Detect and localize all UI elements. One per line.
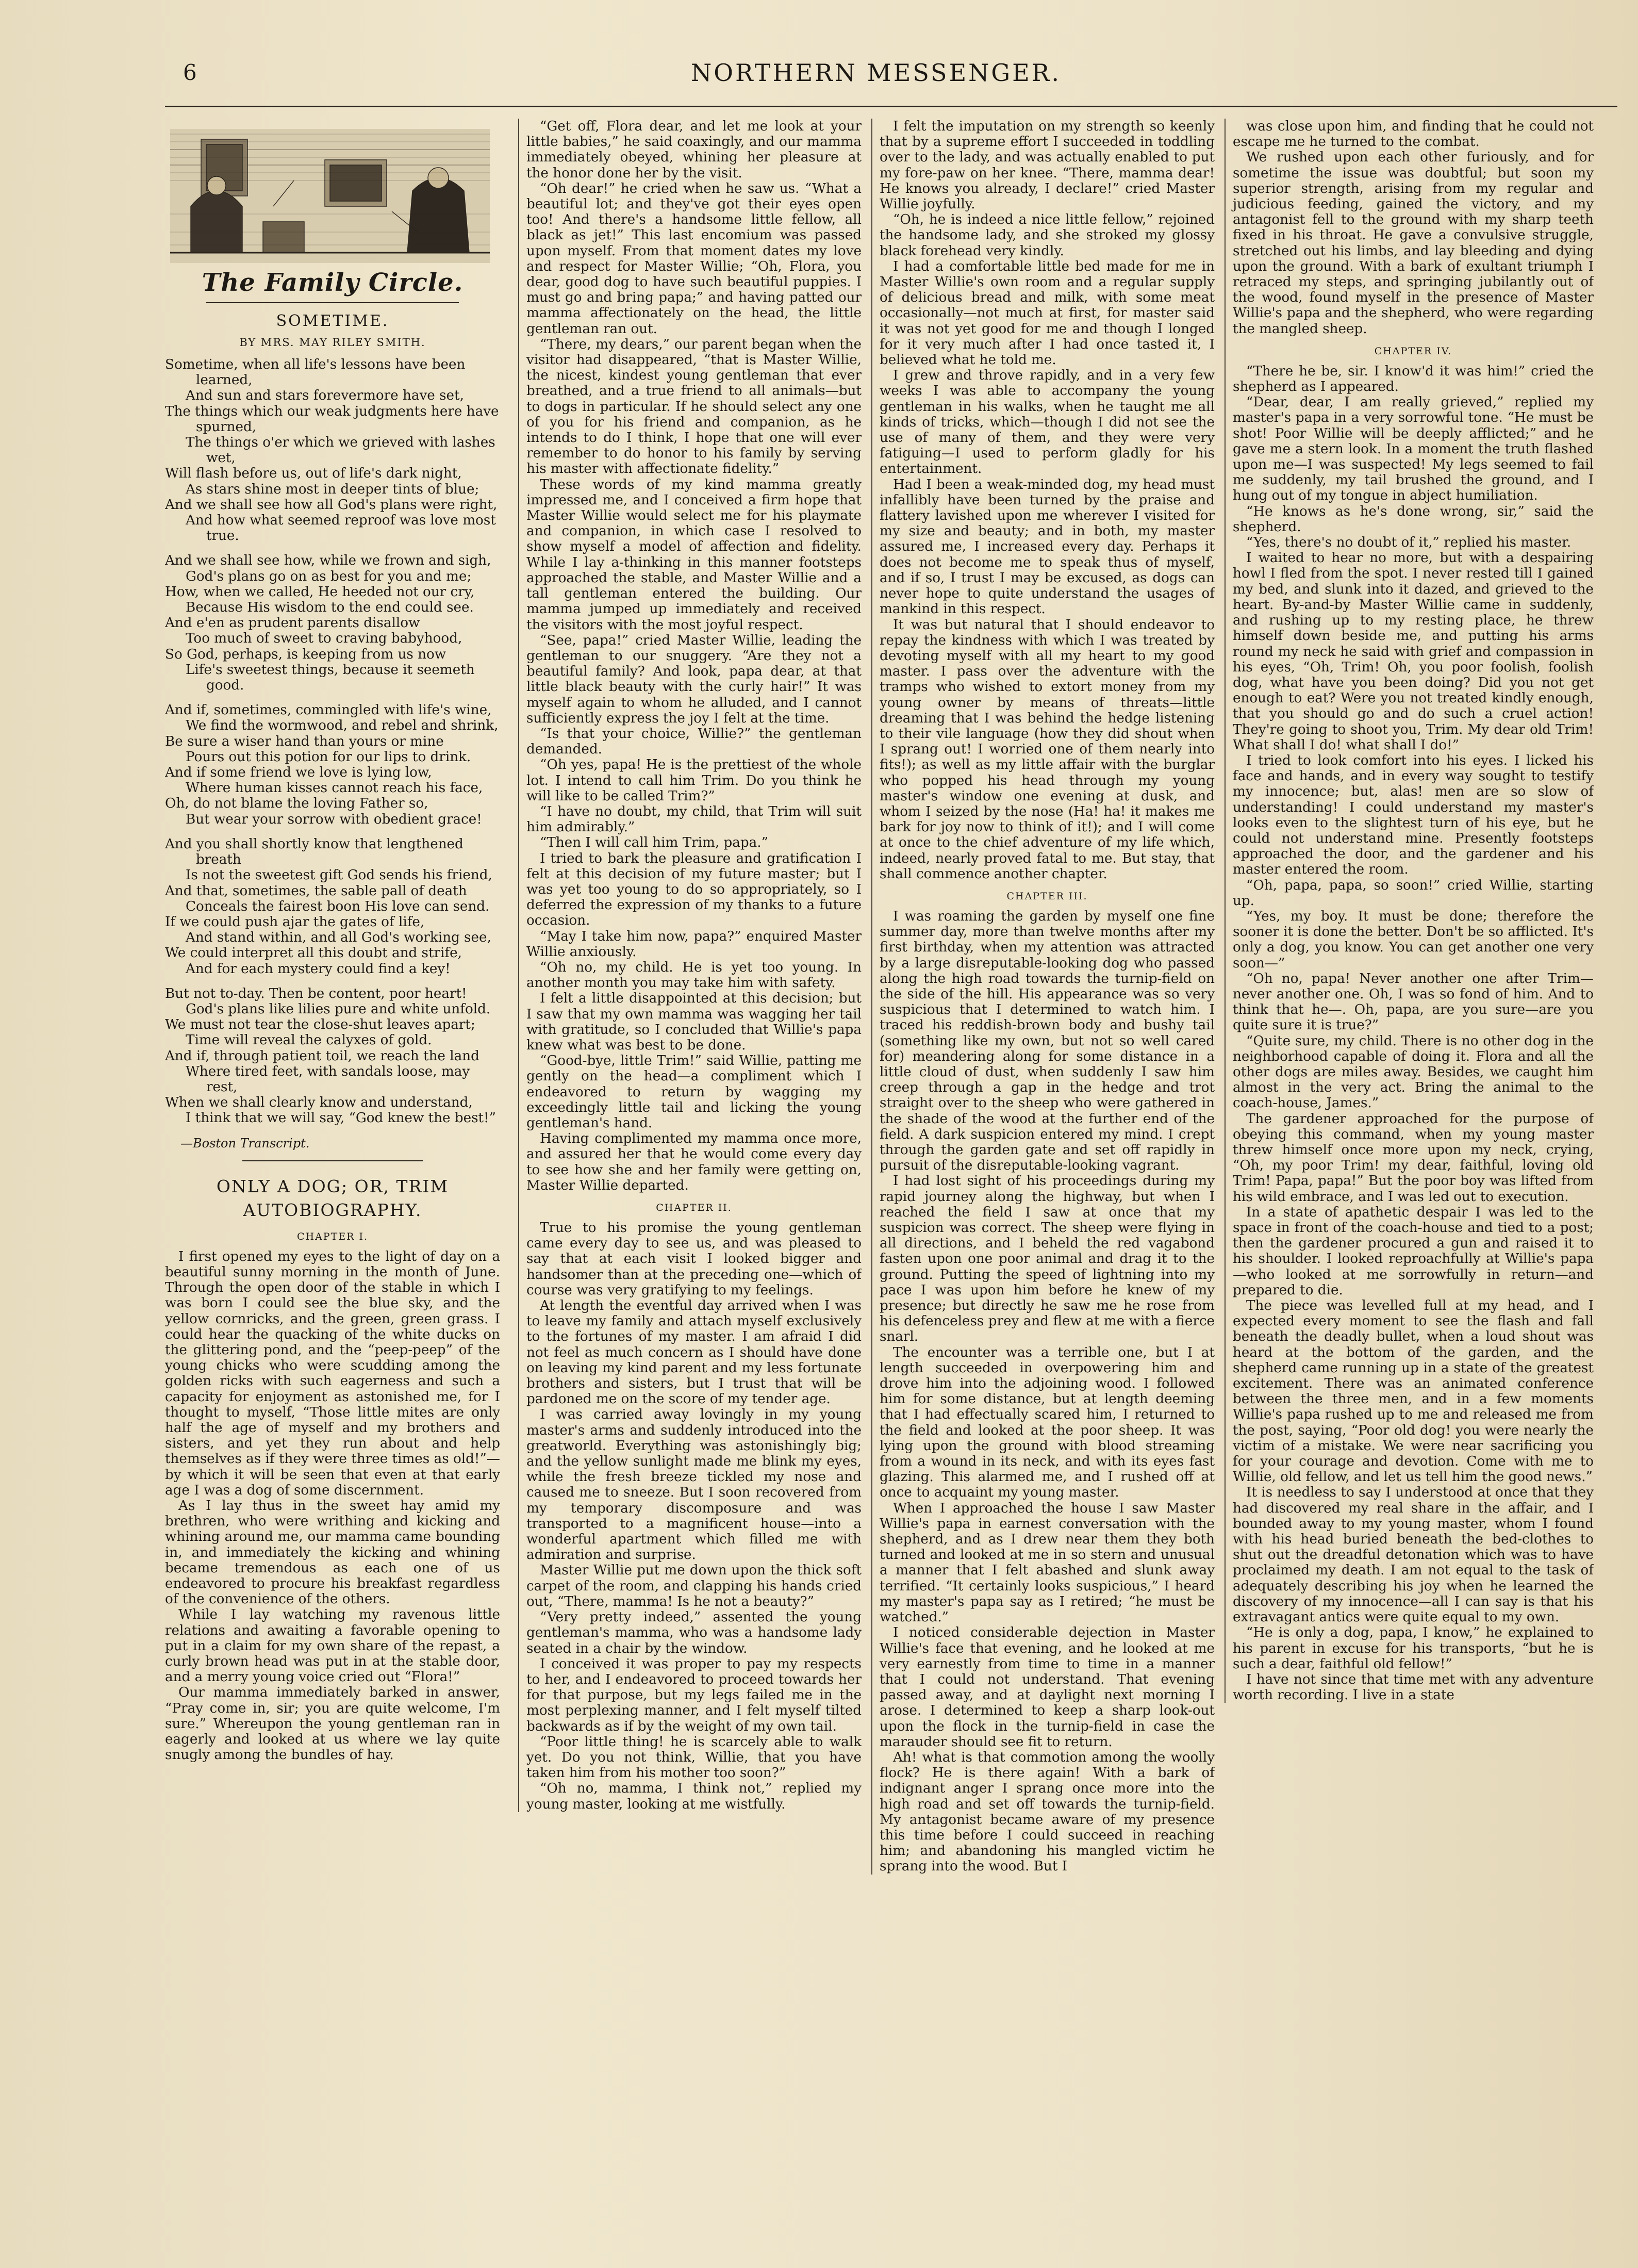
paragraph: I was carried away lovingly in my young master's arms and suddenly introduced into the greatworld. Everything was astonishingly big; and the yellow sunlight made me blink my eyes, while the fresh breeze tickled my nose and caused me to sneeze. But I soon recovered from my temporary discomposure and was transported to a magnificent house—into a wonderful apartment which filled me with admiration and surprise. [526,1407,862,1563]
paragraph: “May I take him now, papa?” enquired Master Willie anxiously. [526,928,862,960]
poem-byline: BY MRS. MAY RILEY SMITH. [239,336,426,349]
paragraph: “Oh, papa, papa, so soon!” cried Willie, starting up. [1233,877,1594,909]
paragraph: “Is that your choice, Willie?” the gentleman demanded. [526,726,862,758]
poem-title: SOMETIME. [276,312,389,330]
poem-line: If we could push ajar the gates of life, [165,914,425,930]
poem-line: We could interpret all this doubt and strife, [165,945,462,961]
paragraph: I had lost sight of his proceedings during my rapid journey along the highway, but when I reached the field I saw at once that my suspicion was correct. The sheep were flying in all directions, and I beheld the red vagabond fasten upon one poor animal and drag it to the ground. Putting the speed of lightning into my pace I was upon him before he knew of my presence; but directly he saw me he rose from his defenceless prey and flew at me with a fierce snarl. [880,1173,1215,1345]
poem-stanza [165,357,500,544]
poem-line: Life's sweetest things, because it seemeth good. [186,662,475,694]
poem-line: And we shall see how, while we frown and sigh, [165,553,491,569]
poem-line: The things o'er which we grieved with lashes wet, [186,435,495,466]
paragraph: “Oh, he is indeed a nice little fellow,” rejoined the handsome lady, and she stroked my glossy black forehead very kindly. [880,212,1215,259]
poem-line: Where tired feet, with sandals loose, may rest, [186,1063,470,1095]
paragraph: It is needless to say I understood at once that they had discovered my real share in the affair, and I bounded away to my young master, whom I found with his head buried beneath the bed-clothes to shut out the dreadful detonation which was to have proclaimed my death. I am not equal to the task of adequately describing his joy when he learned the discovery of my innocence—all I can say is that his extravagant antics were quite equal to my own. [1233,1485,1594,1625]
poem-rule [242,1160,423,1161]
poem-line: The things which our weak judgments here have spurned, [165,403,499,435]
poem-line: Time will reveal the calyxes of gold. [186,1032,432,1048]
poem-line: God's plans go on as best for you and me; [186,568,472,584]
poem-line: And that, sometimes, the sable pall of death [165,883,467,899]
paragraph: I was roaming the garden by myself one fine summer day, more than twelve months after my first birthday, when my attention was attracted by a large disreputable-looking dog who passed along the high road towards the turnip-field on the side of the hill. His appearance was so very suspicious that I determined to watch him. I traced his reddish-brown body and bushy tail (something like my own, but not so well cared for) meandering along for some distance in a little cloud of dust, when suddenly I saw him creep through a gap in the hedge and trot straight over to the sheep who were gathered in the shade of the wood at the further end of the field. A dark suspicion entered my mind. I crept through the garden gate and set off rapidly in pursuit of the disreputable-looking vagrant. [880,908,1215,1174]
poem-line: God's plans like lilies pure and white unfold. [186,1001,491,1017]
poem-line: We find the wormwood, and rebel and shrink, [186,718,499,734]
poem-line: But not to-day. Then be content, poor heart! [165,985,467,1001]
section-title: The Family Circle. [202,268,464,297]
paragraph: I noticed considerable dejection in Master Willie's face that evening, and he looked at me very earnestly from time to time in a manner that I could not understand. That evening passed away, and at daylight next morning I arose. I determined to keep a sharp look-out upon the flock in the turnip-field in case the marauder should see fit to return. [880,1625,1215,1750]
paragraph: I have not since that time met with any adventure worth recording. I live in a state [1233,1671,1594,1703]
paragraph: “He is only a dog, papa, I know,” he explained to his parent in excuse for his transports, “but he is such a dear, faithful old fellow!” [1233,1625,1594,1672]
poem-line: We must not tear the close-shut leaves apart; [165,1017,475,1033]
paragraph: I felt a little disappointed at this decision; but I saw that my own mamma was wagging her tail with gratitude, so I concluded that Willie's papa knew what was best to be done. [526,991,862,1053]
story-text [526,119,862,1193]
paragraph: The piece was levelled full at my head, and I expected every moment to see the flash and fall beneath the deadly bullet, when a loud shout was heard at the bottom of the garden, and the shepherd came running up in a state of the greatest excitement. There was an animated conference between the three men, and in a few moments Willie's papa rushed up to me and released me from the post, saying, “Poor old dog! you were nearly the victim of a mistake. We were near sacrificing you for your courage and devotion. Come with me to Willie, old fellow, and let us tell him the good news.” [1233,1298,1594,1485]
poem-line: Will flash before us, out of life's dark night, [165,466,462,482]
poem-line: When we shall clearly know and understand, [165,1095,473,1111]
paragraph: “Yes, my boy. It must be done; therefore the sooner it is done the better. Don't be so afflicted. It's only a dog, you know. You can get another one very soon—” [1233,908,1594,971]
poem-line: Too much of sweet to craving babyhood, [186,631,462,647]
paragraph: We rushed upon each other furiously, and for sometime the issue was doubtful; but soon my superior strength, arising from my regular and judicious feeding, gained the victory, and my antagonist fell to the ground with my sharp teeth fixed in his throat. He gave a convulsive struggle, stretched out his limbs, and lay bleeding and dying upon the ground. With a bark of exultant triumph I retraced my steps, and springing jubilantly out of the wood, found myself in the presence of Master Willie's papa and the shepherd, who were regarding the mangled sheep. [1233,150,1594,337]
section-rule [206,302,459,303]
paragraph: True to his promise the young gentleman came every day to see us, and was pleased to say that at each visit I looked bigger and handsomer than at the preceding one—which of course was very gratifying to my feelings. [526,1220,862,1298]
poem-line: And stand within, and all God's working see, [186,930,491,946]
paragraph: In a state of apathetic despair I was led to the space in front of the coach-house and tied to a post; then the gardener procured a gun and raised it to his shoulder. I looked reproachfully at Willie's papa—who looked at me sorrowfully in return—and prepared to die. [1233,1204,1594,1298]
poem-line: And if some friend we love is lying low, [165,765,432,781]
poem-stanza [165,836,500,977]
chapter-heading: CHAPTER II. [656,1202,732,1214]
paragraph: I grew and throve rapidly, and in a very few weeks I was able to accompany the young gentleman in his walks, when he taught me all kinds of tricks, which—though I did not see the use of many of them, and they were very fatiguing—I used to perform gladly for his entertainment. [880,368,1215,477]
paragraph: “Oh dear!” he cried when he saw us. “What a beautiful lot; and they've got their eyes open too! And there's a handsome little fellow, all black as jet!” This last encomium was passed upon myself. From that moment dates my love and respect for Master Willie; “Oh, Flora, you dear, good dog to have such beautiful puppies. I must go and bring papa;” and having patted our mamma affectionately on the head, the little gentleman ran out. [526,180,862,337]
column-2 [518,119,862,1812]
poem-attribution: —Boston Transcript. [180,1136,310,1151]
poem-line: Sometime, when all life's lessons have been learned, [165,357,466,388]
paragraph: I had a comfortable little bed made for me in Master Willie's own room and a regular supply of delicious bread and milk, with some meat occasionally—not much at first, for master said it was not yet good for me and though I longed for it very much after I had once tasted it, I believed what he told me. [880,258,1215,368]
paragraph: While I lay watching my ravenous little relations and awaiting a favorable opening to put in a claim for my own share of the repast, a curly brown head was put in at the stable door, and a merry young voice cried out “Flora!” [165,1607,500,1685]
poem-line: But wear your sorrow with obedient grace! [186,811,482,827]
poem-line: And how what seemed reproof was love most true. [186,513,496,544]
masthead: NORTHERN MESSENGER. [691,59,1061,87]
paragraph: At length the eventful day arrived when I was to leave my family and attach myself exclusively to the fortunes of my master. I am afraid I did not feel as much concern as I should have done on leaving my kind parent and my less fortunate brothers and sisters, but I trust that will be pardoned me on the score of my tender age. [526,1298,862,1407]
story-text [165,1249,500,1763]
poem-stanza [165,553,500,693]
paragraph: As I lay thus in the sweet hay amid my brethren, who were writhing and kicking and whining around me, our mamma came bounding in, and immediately the kicking and whining became tremendous as each one of us endeavored to procure his breakfast regardless of the convenience of the others. [165,1498,500,1607]
story-text [526,1220,862,1812]
chapter-heading: CHAPTER I. [296,1230,369,1242]
paragraph: The gardener approached for the purpose of obeying this command, when my young master threw himself once more upon my neck, crying, “Oh, my poor Trim! my dear, faithful, loving old Trim! Papa, papa!” But the poor boy was lifted from his wild embrace, and I was led out to execution. [1233,1111,1594,1205]
paragraph: Ah! what is that commotion among the woolly flock? He is there again! With a bark of indignant anger I sprang once more into the high road and set off towards the turnip-field. My antagonist became aware of my presence this time before I could succeed in reaching him; and abandoning his mangled victim he sprang into the wood. But I [880,1749,1215,1875]
paragraph: “Get off, Flora dear, and let me look at your little babies,” he said coaxingly, and our mamma immediately obeyed, whining her pleasure at the honor done her by the visit. [526,119,862,181]
story-text [1233,119,1594,337]
paragraph: “Oh no, papa! Never another one after Trim—never another one. Oh, I was so fond of him. And to think that he—. Oh, papa, are you sure—are you quite sure it is true?” [1233,971,1594,1033]
paragraph: “He knows as he's done wrong, sir,” said the shepherd. [1233,503,1594,535]
paragraph: I waited to hear no more, but with a despairing howl I fled from the spot. I never rested till I gained my bed, and slunk into it dazed, and grieved to the heart. By-and-by Master Willie came in suddenly, and rushing up to my resting place, he threw himself down beside me, and putting his arms round my neck he said with grief and compassion in his eyes, “Oh, Trim! Oh, you poor foolish, foolish dog, what have you been doing? Did you not get enough to eat? Were you not treated kindly enough, that you should go and do such a cruel action! They're going to shoot you, Trim. My dear old Trim! What shall I do! what shall I do!” [1233,550,1594,753]
paragraph: “Very pretty indeed,” assented the young gentleman's mamma, who was a handsome lady seated in a chair by the window. [526,1609,862,1656]
poem-stanza [165,986,500,1126]
paragraph: Having complimented my mamma once more, and assured her that he would come every day to see how she and her family were getting on, Master Willie departed. [526,1131,862,1193]
paragraph: I conceived it was proper to pay my respects to her, and I endeavored to proceed towards her for that purpose, but my legs failed me in the most perplexing manner, and I felt myself tilted backwards as if by the weight of my own tail. [526,1656,862,1734]
paragraph: “Then I will call him Trim, papa.” [540,835,769,851]
poem-line: How, when we called, He heeded not our cry, [165,584,475,600]
poem-line: And you shall shortly know that lengthened breath [165,836,464,868]
paragraph: “There he be, sir. I know'd it was him!” cried the shepherd as I appeared. [1233,363,1594,395]
poem-line: Oh, do not blame the loving Father so, [165,796,428,812]
poem-line: Is not the sweetest gift God sends his friend, [186,867,492,883]
family-circle-engraving [170,129,490,263]
poem-line: I think that we will say, “God knew the best!” [186,1110,496,1126]
paragraph: The encounter was a terrible one, but I at length succeeded in overpowering him and drove him into the adjoining wood. I followed him for some distance, but at length deeming that I had effectually scared him, I returned to the field and looked at the poor sheep. It was lying upon the ground with blood streaming from a wound in its neck, and with its eyes fast glazing. This alarmed me, and I rushed off at once to acquaint my young master. [880,1344,1215,1501]
paragraph: “Dear, dear, I am really grieved,” replied my master's papa in a very sorrowful tone. “He must be shot! Poor Willie will be deeply afflicted;” and he gave me a stern look. In a moment the truth flashed upon me—I was suspected! My legs seemed to fail me suddenly, my tail brushed the ground, and I hung out of my tongue in abject humiliation. [1233,395,1594,504]
column-1 [165,119,500,1763]
story-text [1233,364,1594,1703]
paragraph: “There, my dears,” our parent began when the visitor had disappeared, “that is Master Willie, the nicest, kindest young gentleman that ever breathed, and a true friend to all animals—but to dogs in particular. If he should select any one of you for his friend and companion, as he intends to do I think, I hope that one will ever remember to do honor to his family by serving his master with affectionate fidelity.” [526,336,862,477]
paragraph: “Quite sure, my child. There is no other dog in the neighborhood capable of doing it. Flora and all the other dogs are miles away. Besides, we caught him almost in the very act. Bring the animal to the coach-house, James.” [1233,1033,1594,1111]
poem-line: And sun and stars forevermore have set, [186,388,464,404]
story-text [880,909,1215,1875]
poem-line: Pours out this potion for our lips to drink. [186,749,471,765]
paragraph: “See, papa!” cried Master Willie, leading the gentleman to our snuggery. “Are they not a beautiful family? And look, papa dear, at that little black beauty with the curly hair!” It was myself again to whom he alluded, and I cannot sufficiently express the joy I felt at the time. [526,632,862,726]
poem-body [165,357,500,1126]
paragraph: Our mamma immediately barked in answer, “Pray come in, sir; you are quite welcome, I'm sure.” Whereupon the young gentleman ran in eagerly and looked at us where we lay quite snugly among the bundles of hay. [165,1685,500,1763]
poem-line: And we shall see how all God's plans were right, [165,497,498,513]
story-text [880,119,1215,882]
chapter-heading: CHAPTER III. [1006,890,1088,902]
poem-line: And for each mystery could find a key! [186,961,451,977]
paragraph: I felt the imputation on my strength so keenly that by a supreme effort I succeeded in toddling over to the lady, and was actually enabled to put my fore-paw on her knee. “There, mamma dear! He knows you already, I declare!” cried Master Willie joyfully. [880,119,1215,212]
poem-line: And e'en as prudent parents disallow [165,615,420,631]
paragraph: “Oh no, mamma, I think not,” replied my young master, looking at me wistfully. [526,1781,862,1812]
paragraph: I first opened my eyes to the light of day on a beautiful sunny morning in the month of June. Through the open door of the stable in which I was born I could see the blue sky, and the yellow cornricks, and the green, green grass. I could hear the quacking of the white ducks on the glittering pond, and the “peep-peep” of the young chicks who were scudding among the golden ricks with such eagerness and such a capacity for enjoyment as astonished me, for I thought to myself, “Those little mites are only half the age of myself and my brothers and sisters, and yet they run about and help themselves as if they were three times as old!”—by which it will be seen that even at that early age I was a dog of some discernment. [165,1248,500,1498]
paragraph: I tried to bark the pleasure and gratification I felt at this decision of my future master; but I was yet too young to do so appropriately, so I deferred the expression of my thanks to a future occasion. [526,850,862,929]
paragraph: It was but natural that I should endeavor to repay the kindness with which I was treated by devoting myself with all my heart to my good master. I pass over the adventure with the tramps who wished to extort money from my young owner by means of threats—little dreaming that I was behind the hedge listening to their vile language (how they did shout when I sprang out! I worried one of them nearly into fits!); as well as my little affair with the burglar who popped his head through my young master's window one evening at dusk, and whom I seized by the nose (Ha! ha! it makes me bark for joy now to think of it!); and I will come at once to the chief adventure of my life which, indeed, nearly proved fatal to me. But stay, that shall commence another chapter. [880,617,1215,882]
paragraph: These words of my kind mamma greatly impressed me, and I conceived a firm hope that Master Willie would select me for his playmate and companion, in which case I resolved to show myself a model of affection and fidelity. While I lay a-thinking in this manner footsteps approached the stable, and Master Willie and a tall gentleman entered the building. Our mamma jumped up immediately and received the visitors with the most joyful respect. [526,476,862,633]
paragraph: “Good-bye, little Trim!” said Willie, patting me gently on the head—a compliment which I endeavored to return by wagging my exceedingly little tail and licking the young gentleman's hand. [526,1053,862,1131]
page-number: 6 [183,60,197,85]
paragraph: Master Willie put me down upon the thick soft carpet of the room, and clapping his hands cried out, “There, mamma! Is he not a beauty?” [526,1563,862,1609]
column-4 [1225,119,1594,1703]
paragraph: Had I been a weak-minded dog, my head must infallibly have been turned by the praise and flattery lavished upon me wherever I visited for my size and beauty; and in both, my master assured me, I increased every day. Perhaps it does not become me to speak thus of myself, and if so, I trust I may be excused, as dogs can never hope to quite understand the usages of mankind in this respect. [880,476,1215,617]
paragraph: was close upon him, and finding that he could not escape me he turned to the combat. [1233,119,1594,150]
poem-line: Because His wisdom to the end could see. [186,600,474,616]
chapter-heading: CHAPTER IV. [1374,345,1452,357]
poem-line: And if, through patient toil, we reach the land [165,1048,479,1064]
paragraph: “Poor little thing! he is scarcely able to walk yet. Do you not think, Willie, that you have taken him from his mother too soon?” [526,1734,862,1781]
paragraph: “Oh yes, papa! He is the prettiest of the whole lot. I intend to call him Trim. Do you think he will like to be called Trim?” [526,757,862,804]
header-rule [165,106,1617,107]
poem-line: Conceals the fairest boon His love can send. [186,898,490,914]
paragraph: “I have no doubt, my child, that Trim will suit him admirably.” [526,803,862,835]
poem-line: As stars shine most in deeper tints of blue; [186,481,479,497]
column-3 [871,119,1215,1875]
paragraph: I tried to look comfort into his eyes. I licked his face and hands, and in every way sought to testify my innocence; but, alas! men are so slow of understanding! I could understand my master's looks even to the slightest turn of his eye, but he could not understand mine. Presently footsteps approached the door, and the gardener and his master entered the room. [1233,752,1594,878]
paragraph: “Oh no, my child. He is yet too young. In another month you may take him with safety. [526,959,862,991]
paragraph: “Yes, there's no doubt of it,” replied his master. [1246,535,1571,551]
poem-line: Where human kisses cannot reach his face, [186,780,483,796]
poem-stanza [165,702,500,827]
poem-line: And if, sometimes, commingled with life's wine, [165,702,492,718]
paragraph: When I approached the house I saw Master Willie's papa in earnest conversation with the shepherd, and as I drew near them they both turned and looked at me in so stern and unusual a manner that I felt abashed and slunk away terrified. “It certainly looks suspicious,” I heard my master's papa say as I retired; “he must be watched.” [880,1500,1215,1625]
story-title: ONLY A DOG; OR, TRIM AUTOBIOGRAPHY. [216,1176,449,1220]
poem-line: Be sure a wiser hand than yours or mine [165,733,444,749]
poem-line: So God, perhaps, is keeping from us now [165,646,446,662]
